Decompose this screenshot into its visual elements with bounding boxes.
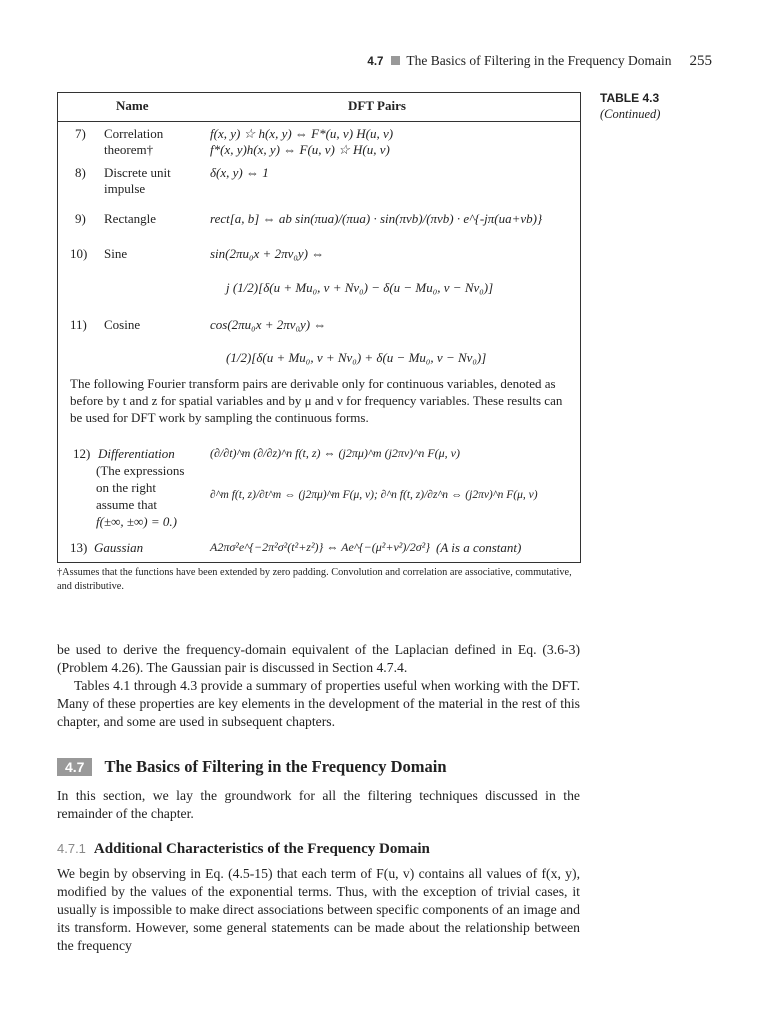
running-header (367, 53, 712, 70)
row-number: 10) (70, 246, 88, 261)
row-formula: cos(2πu₀x + 2πv₀y) ⇔ (210, 317, 327, 332)
row-formula: f*(x, y)h(x, y) ⇔ F(u, v) ☆ H(u, v) (210, 142, 390, 157)
header-section-number: 4.7 (367, 56, 384, 68)
row-name: Rectangle (104, 211, 156, 226)
table-footnote: †Assumes that the functions have been extended by zero padding. Convolution and correlation are associative, commutative, and distributive. (57, 567, 572, 592)
page-number: 255 (689, 53, 712, 69)
table-caption (600, 90, 660, 122)
paragraph: be used to derive the frequency-domain equivalent of the Laplacian defined in Eq. (3.6-3) (Problem 4.26). The Gaussian pair is discussed in Section 4.7.4. (57, 642, 580, 675)
row-number: 9) (75, 211, 86, 226)
row-name: Cosine (104, 317, 141, 332)
col-name-header: Name (116, 98, 149, 113)
dft-pairs-table (57, 92, 581, 563)
col-pairs-header: DFT Pairs (348, 98, 406, 113)
section-number: 4.7 (57, 758, 92, 776)
paragraph: We begin by observing in Eq. (4.5-15) that each term of F(u, v) contains all values of f(x, y), modified by the values of the exponential terms. Thus, with the exception of trivial cases, it usually is impossible to make direct associations between specific components of an image and its transform. However, some general statements can be made about the relationship between the frequency (57, 866, 580, 953)
row-name: Correlation (104, 126, 164, 141)
row-name: Sine (104, 246, 128, 261)
header-title: The Basics of Filtering in the Frequency Domain (406, 53, 672, 68)
table-label: TABLE 4.3 (600, 91, 660, 105)
table-header-row (58, 93, 580, 122)
row-formula: (1/2)[δ(u + Mu₀, v + Nv₀) + δ(u − Mu₀, v − Nv₀)] (226, 350, 487, 365)
paragraph: Tables 4.1 through 4.3 provide a summary of properties useful when working with the DFT. Many of these properties are key elements in the development of the material in the rest of this chapter, and some are used in subsequent chapters. (57, 678, 580, 729)
row-formula-note: (A is a constant) (436, 540, 522, 555)
row-name: Differentiation (98, 446, 175, 461)
row-number: 8) (75, 165, 86, 180)
row-name: theorem† (104, 142, 154, 157)
table-continued: (Continued) (600, 107, 661, 121)
row-formula: ∂^m f(t, z)/∂t^m ⇔ (j2πμ)^m F(μ, ν); ∂^n f(t, z)/∂z^n ⇔ (j2πν)^n F(μ, ν) (210, 489, 538, 501)
row-number: 12) (73, 446, 91, 461)
row-formula: j (1/2)[δ(u + Mu₀, v + Nv₀) − δ(u − Mu₀, v − Nv₀)] (226, 280, 494, 295)
section-heading (57, 757, 447, 777)
row-number: 13) (70, 540, 88, 555)
row-desc: assume that (96, 497, 158, 512)
row-formula: f(x, y) ☆ h(x, y) ⇔ F*(u, v) H(u, v) (210, 126, 394, 141)
subsection-number: 4.7.1 (57, 841, 86, 856)
table-note: The following Fourier transform pairs are derivable only for continuous variables, denoted as before by t and z for spatial variables and by μ and ν for frequency variables. These results can be used for DFT work by sampling the continuous forms. (70, 376, 563, 425)
row-desc: f(±∞, ±∞) = 0.) (96, 514, 177, 529)
row-number: 11) (70, 317, 87, 332)
row-formula: rect[a, b] ⇔ ab sin(πua)/(πua) · sin(πvb)/(πvb) · e^{-jπ(ua+vb)} (210, 211, 543, 226)
row-name: Discrete unit (104, 165, 171, 180)
subsection-heading (57, 841, 430, 858)
header-square-icon (391, 56, 400, 65)
row-formula: sin(2πu₀x + 2πv₀y) ⇔ (210, 246, 325, 261)
row-formula: (∂/∂t)^m (∂/∂z)^n f(t, z) ⇔ (j2πμ)^m (j2πν)^n F(μ, ν) (210, 446, 460, 460)
row-formula: A2πσ²e^{−2π²σ²(t²+z²)} ⇔ Ae^{−(μ²+ν²)/2σ²} (210, 540, 431, 554)
paragraph: In this section, we lay the groundwork for all the filtering techniques discussed in the remainder of the chapter. (57, 788, 580, 821)
row-name: Gaussian (94, 540, 144, 555)
section-title: The Basics of Filtering in the Frequency Domain (104, 757, 447, 776)
row-formula: δ(x, y) ⇔ 1 (210, 165, 269, 180)
row-desc: (The expressions (96, 463, 185, 478)
subsection-title: Additional Characteristics of the Frequency Domain (93, 841, 430, 857)
row-desc: on the right (96, 480, 156, 495)
row-name: impulse (104, 181, 146, 196)
row-number: 7) (75, 126, 86, 141)
